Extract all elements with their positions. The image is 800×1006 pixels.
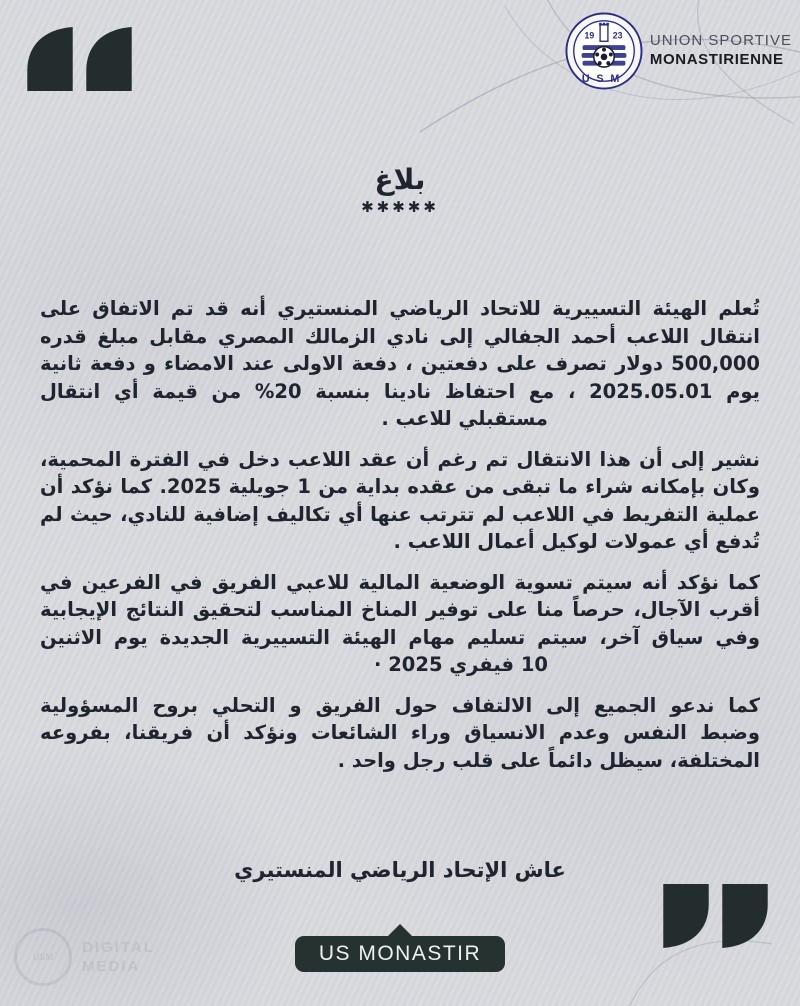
- club-header: [565, 12, 792, 90]
- paragraph-line: انتقال اللاعب أحمد الجفالي إلى نادي الزمالك المصري مقابل مبلغ قدره: [40, 324, 760, 348]
- paragraph-line: تُعلم الهيئة التسييرية للاتحاد الرياضي المنستيري أنه قد تم الاتفاق على: [40, 297, 760, 320]
- club-logo: [565, 12, 643, 90]
- svg-text:USM: USM: [581, 73, 627, 86]
- paragraph-appeal: [40, 692, 760, 775]
- club-badge-label: US MONASTIR: [295, 936, 505, 972]
- paragraph-line: 10 فيفري 2025 ·: [374, 653, 548, 676]
- signature-line: عاش الإتحاد الرياضي المنستيري: [234, 858, 566, 882]
- paragraph-line: المختلفة، سيظل دائماً على قلب رجل واحد .: [337, 748, 760, 772]
- watermark-line2: MEDIA: [82, 958, 141, 975]
- digital-media-watermark: [14, 928, 155, 986]
- svg-text:23: 23: [612, 30, 623, 41]
- paragraph-finances: [40, 569, 760, 679]
- watermark-line1: DIGITAL: [82, 938, 155, 956]
- paragraph-line: كما ندعو الجميع إلى الالتفاف حول الفريق و التحلي بروح المسؤولية: [40, 693, 760, 717]
- paragraph-line: 500,000 دولار تصرف على دفعتين ، دفعة الاولى عند الامضاء و دفعة ثانية: [40, 352, 760, 375]
- paragraph-line: وفي سياق آخر، سيتم تسليم مهام الهيئة التسييرية الجديدة يوم الاثنين: [40, 625, 760, 649]
- paragraph-line: وضبط النفس وعدم الانسياق وراء الشائعات ونؤكد أن فريقنا، بفروعه: [40, 721, 760, 744]
- quote-open-icon: [25, 27, 134, 91]
- quote-close-icon: [661, 884, 770, 948]
- club-name-line1: UNION SPORTIVE: [649, 32, 792, 50]
- paragraph-line: عملية التفريط في اللاعب لم تترتب عنها أي تكاليف إضافية للنادي، حيث لم: [40, 502, 760, 526]
- page-title: بلاغ: [374, 163, 426, 196]
- club-name: [650, 32, 792, 70]
- paragraph-line: مستقبلي للاعب .: [381, 407, 548, 430]
- paragraph-line: كما نؤكد أنه سيتم تسوية الوضعية المالية للاعبي الفريق في الفرعين في: [40, 570, 760, 594]
- paragraph-line: تُدفع أي عمولات لوكيل أعمال اللاعب .: [393, 530, 760, 553]
- paragraph-line: وكان بإمكانه شراء ما تبقى من عقده بداية من 1 جويلية 2025. كما نؤكد أن: [40, 475, 760, 498]
- paragraph-transfer: [40, 295, 760, 433]
- paragraph-line: يوم 2025.05.01 ، مع احتفاظ نادينا بنسبة 20% من قيمة أي انتقال: [40, 379, 760, 403]
- watermark-logo-icon: USM: [14, 928, 72, 986]
- announcement-body: [40, 295, 760, 787]
- svg-text:19: 19: [584, 30, 595, 41]
- title-stars: ✱✱✱✱✱: [361, 198, 439, 216]
- paragraph-line: نشير إلى أن هذا الانتقال تم رغم أن عقد اللاعب دخل في الفترة المحمية،: [40, 447, 760, 471]
- club-name-line2: MONASTIRIENNE: [649, 51, 784, 68]
- paragraph-contract: [40, 446, 760, 556]
- paragraph-line: أقرب الآجال، حرصاً منا على توفير المناخ المناسب لتحقيق النتائج الإيجابية: [40, 598, 760, 621]
- title-block: [0, 163, 800, 216]
